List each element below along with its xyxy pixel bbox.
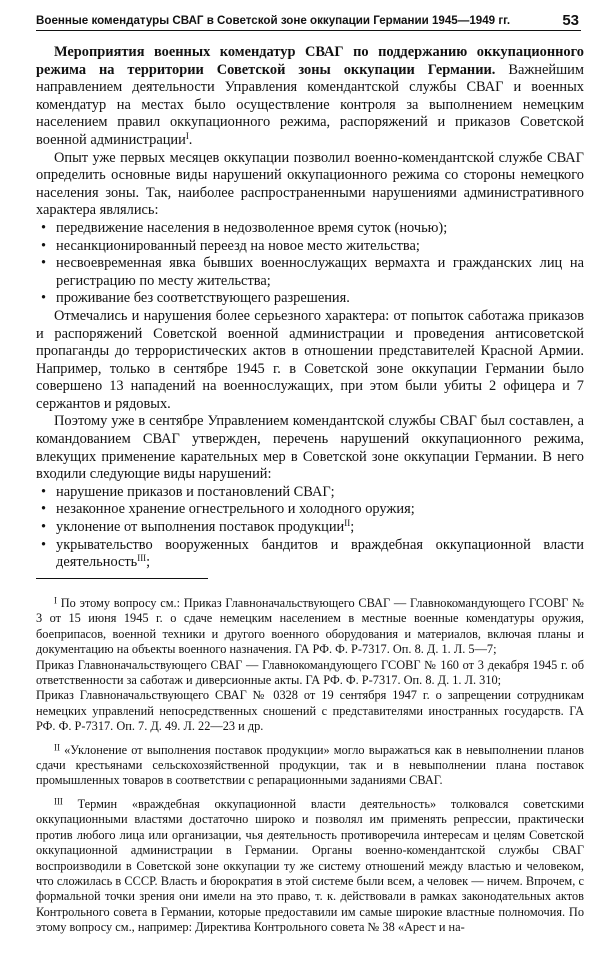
bullet-icon: •	[41, 219, 47, 236]
footnote-separator	[36, 578, 208, 579]
footnote-1: $^I$ По этому вопросу см.: Приказ Главноначальствующего СВАГ — Главнокомандующего ГСОВГ № 3 от 15 июня 1945 г. о сдаче немецким населением в местные военные комендатуры оружия, боеприпасов, военной техники и другого военного оборудования и материалов, включая планы и документацию на объекты военного назначения. ГА РФ. Ф. Р-7317. Оп. 8. Д. 1. Л. 5—7; Приказ Главноначальствующего СВАГ — Главнокомандующего ГСОВГ № 160 от 3 декабря 1945 г. об ответственности за саботаж и диверсионные акты. ГА РФ. Ф. Р-7317. Оп. 8. Д. 1. Л. 310; Приказ Главноначальствующего СВАГ № 0328 от 19 сентября 1947 г. о запрещении сотрудникам немецких управлений непосредственных сношений с представителями иностранных государств. ГА РФ. Ф. Р-7317. Оп. 7. Д. 49. Л. 22—23 и др.	[36, 595, 584, 734]
list-item: • несвоевременная явка бывших военнослужащих вермахта и гражданских лиц на регистрацию по месту жительства;	[41, 255, 584, 289]
list-item: • укрывательство вооруженных бандитов и враждебная оккупационной власти деятельность$^{III}$;	[41, 536, 584, 571]
main-text	[36, 44, 584, 572]
list-item: • незаконное хранение огнестрельного и холодного оружия;	[41, 501, 415, 518]
paragraph-4: Поэтому уже в сентябре Управлением комендантской службы СВАГ был составлен, а командованием СВАГ утвержден, перечень нарушений оккупационного режима, влекущих применение карательных мер в Советской зоне оккупации Германии. В него входили следующие виды нарушений:	[36, 413, 584, 483]
list-item: • передвижение населения в недозволенное время суток (ночью);	[41, 219, 448, 236]
footnote-mark: II	[54, 742, 60, 753]
footnote-ref-2[interactable]: II	[344, 518, 351, 529]
page-number: 53	[562, 12, 579, 29]
bullet-icon: •	[41, 237, 47, 254]
paragraph-2: Опыт уже первых месяцев оккупации позволил военно-комендантской службе СВАГ определить основные виды нарушений оккупационного режима со стороны немецкого населения зоны. Так, наиболее распространенными нарушениями административного характера являлись:	[36, 149, 584, 219]
footnote-ref-1[interactable]: I	[185, 131, 189, 142]
bullet-icon: •	[41, 290, 47, 307]
bullet-icon: •	[41, 255, 47, 272]
footnote-2: $^{II}$ «Уклонение от выполнения поставок продукции» могло выражаться как в невыполнении планов сдачи крестьянами сельскохозяйственной продукции, так и в невыполнении плана поставок промышленных товаров в соответствии с репарационными заданиями СВАГ.	[36, 742, 584, 788]
footnote-mark: III	[54, 796, 63, 807]
footnote-3: $^{III}$ Термин «враждебная оккупационной власти деятельность» толковался советскими оккупационными властями достаточно широко и позволял им применять репрессии, практически против любого лица или организации, чья деятельность противоречила интересам и целям Советской оккупационной администрации в Германии. Органы военно-комендантской службы СВАГ воспроизводили в Советской зоне оккупации ту же систему отношений между властью и человеком, что сложилась в СССР. Власть и бюрократия в этой системе были всем, а человек — ничем. Впрочем, с формальной точки зрения они имели на это право, т. к. действовали в рамках законодательных актов Контрольного совета в Германии, которые предоставили им самые широкие властные полномочия. По этому вопросу см., например: Директива Контрольного совета № 38 «Арест и на-	[36, 796, 584, 935]
footnote-ref-3[interactable]: III	[137, 553, 147, 564]
list-item: • проживание без соответствующего разрешения.	[41, 290, 350, 307]
violations-list-administrative	[36, 220, 584, 308]
paragraph-1: Мероприятия военных комендатур СВАГ по поддержанию оккупационного режима на территории Советской зоны оккупации Германии. Важнейшим направлением деятельности Управления комендантской службы СВАГ и военных комендатур на местах было осуществление контроля за выполнением немецким населением правил оккупационного режима, распоряжений и приказов Советской военной администрации$^I$.	[36, 44, 584, 148]
footnote-mark: I	[54, 595, 57, 606]
running-header	[36, 10, 581, 31]
running-title: Военные комендатуры СВАГ в Советской зоне оккупации Германии 1945—1949 гг.	[36, 14, 511, 27]
bullet-icon: •	[41, 536, 47, 553]
bullet-icon: •	[41, 483, 47, 500]
paragraph-3: Отмечались и нарушения более серьезного характера: от попыток саботажа приказов и распоряжений Советской военной администрации и проведения антисоветской пропаганды до террористических актов в отношении представителей Красной Армии. Например, только в сентябре 1945 г. в Советской зоне оккупации Германии было совершено 13 нападений на военнослужащих, при этом были убиты 2 офицера и 7 сержантов и рядовых.	[36, 307, 584, 412]
bullet-icon: •	[41, 501, 47, 518]
list-item: • уклонение от выполнения поставок продукции$^{II}$;	[41, 518, 355, 536]
paragraph-1-text: Важнейшим направлением деятельности Управления комендантской службы СВАГ и военных комендатур на местах было осуществление контроля за выполнением немецким населением правил оккупационного режима, распоряжений и приказов Советской военной администрации	[36, 61, 584, 148]
section-heading-inline: Мероприятия военных комендатур СВАГ по поддержанию оккупационного режима на территории Советской зоны оккупации Германии.	[36, 44, 584, 78]
list-item: • нарушение приказов и постановлений СВАГ;	[41, 483, 335, 500]
bullet-icon: •	[41, 519, 47, 536]
violations-list-punishable	[36, 484, 584, 572]
list-item: • несанкционированный переезд на новое место жительства;	[41, 237, 420, 254]
footnotes	[36, 596, 584, 936]
